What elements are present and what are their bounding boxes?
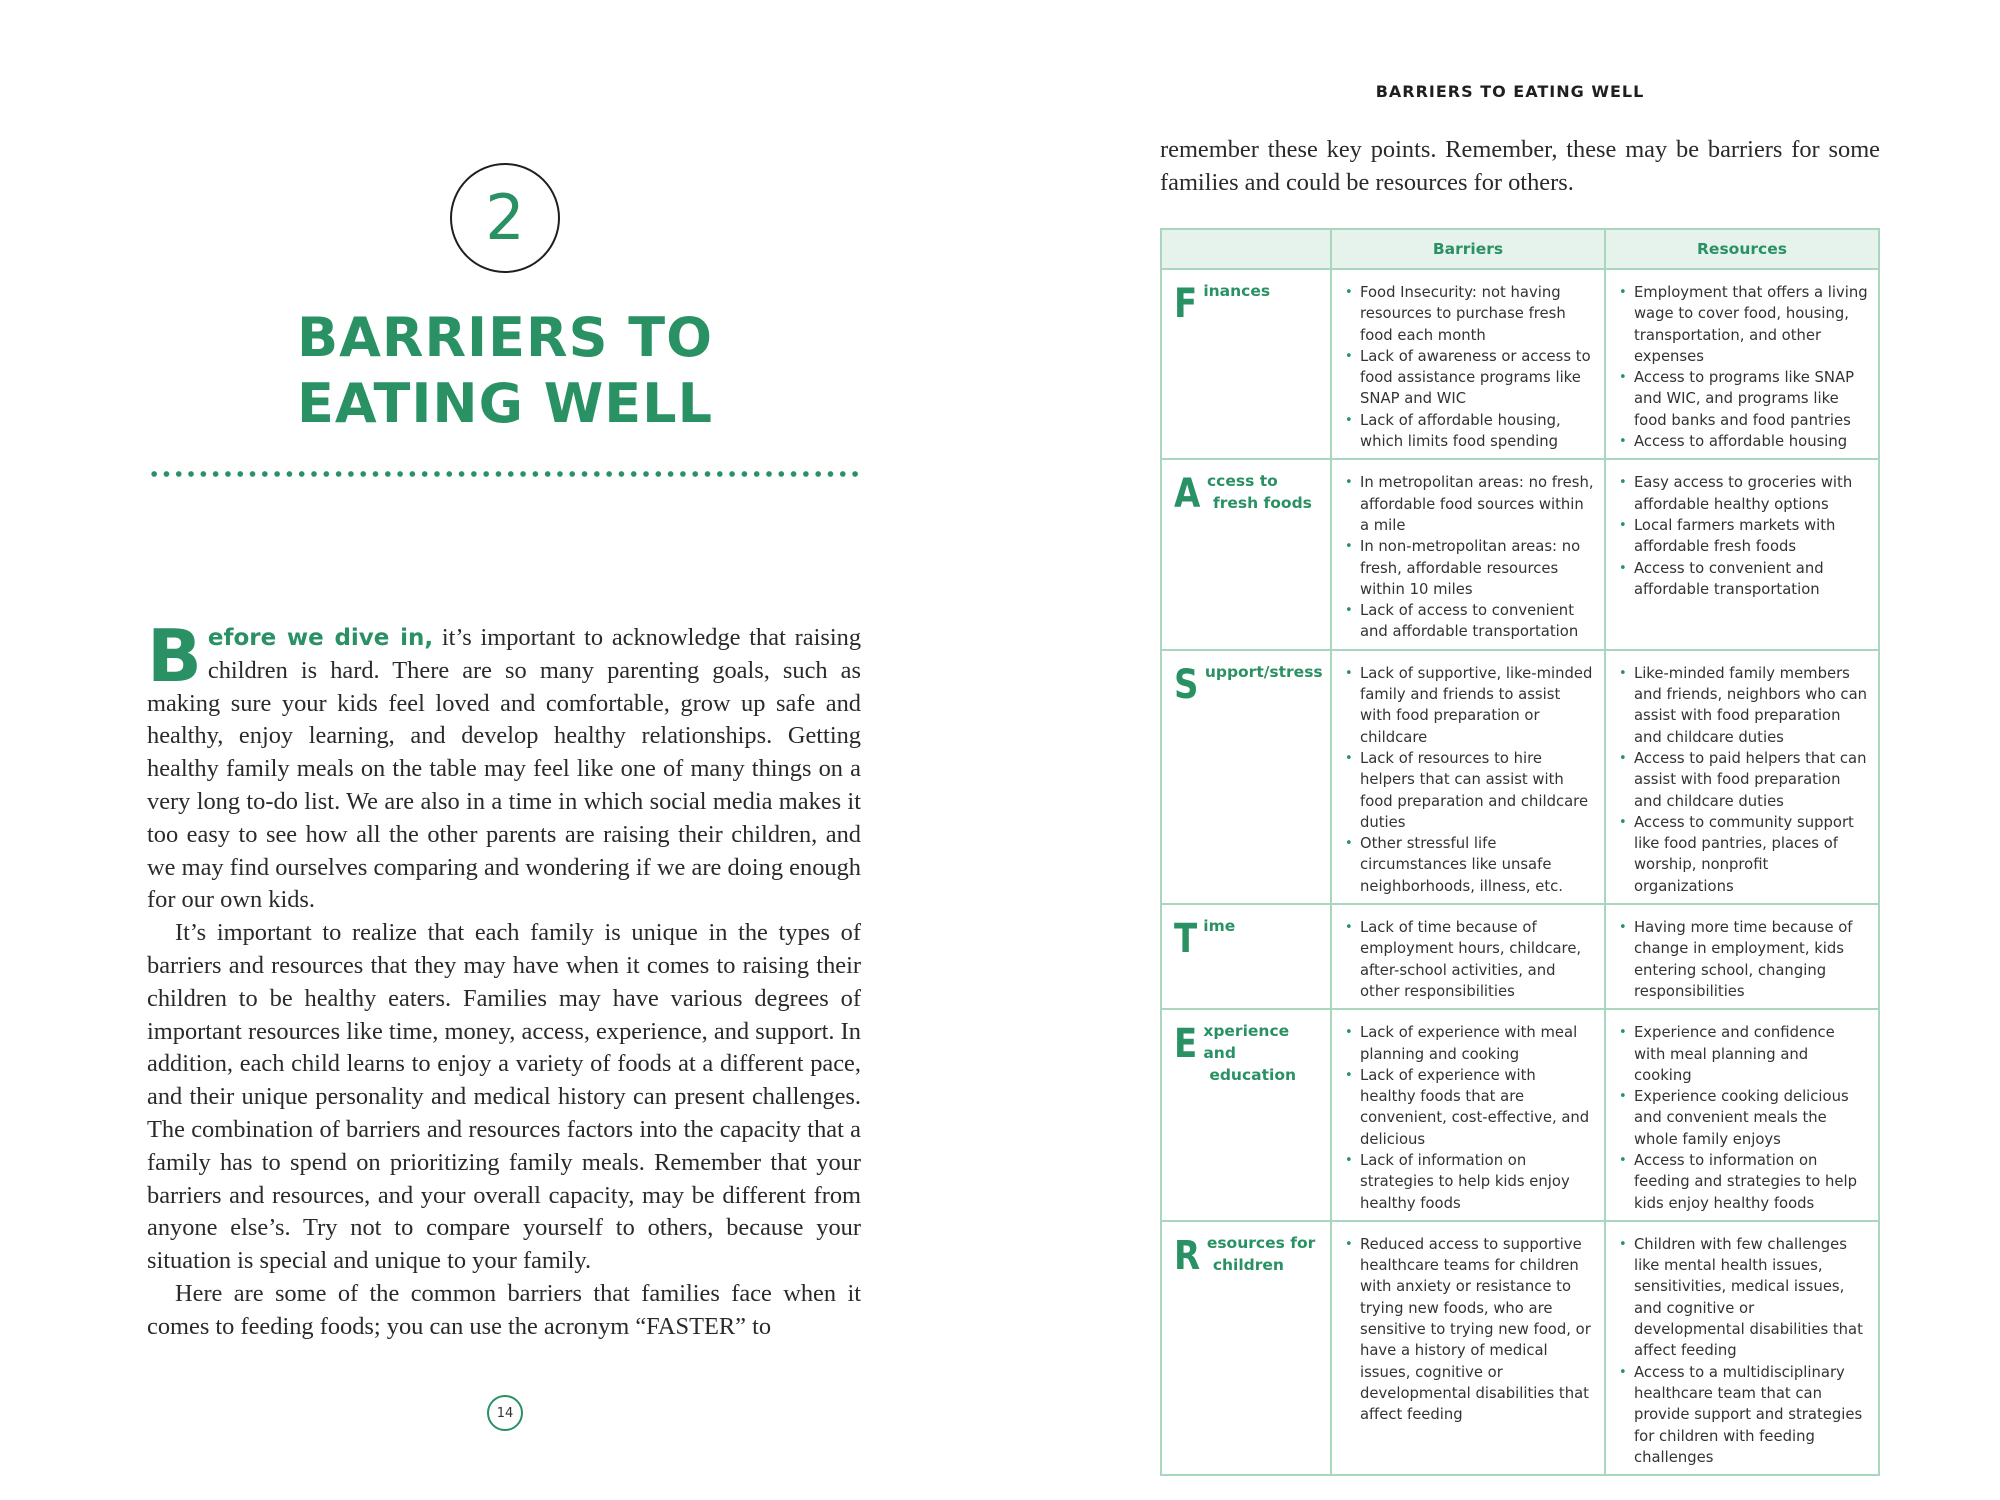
faster-table (1160, 228, 1880, 1476)
table-row (1161, 904, 1879, 1009)
header-factor (1161, 229, 1331, 269)
factor-letter: A (1174, 471, 1201, 518)
barriers-cell (1331, 904, 1605, 1009)
factor-cell (1161, 904, 1331, 1009)
resource-item: • Experience cooking delicious and convenient meals the whole family enjoys (1618, 1086, 1868, 1150)
resource-item: • Access to programs like SNAP and WIC, and programs like food banks and food pantries (1618, 367, 1868, 431)
barrier-item: • Lack of time because of employment hours, childcare, after-school activities, and other responsibilities (1344, 917, 1594, 1002)
resources-list (1618, 472, 1868, 600)
barrier-item: • Reduced access to supportive healthcare teams for children with anxiety or resistance to trying new foods, who are sensitive to trying new food, or have a history of medical issues, cognitive or developmental disabilities that affect feeding (1344, 1234, 1594, 1426)
resources-list (1618, 917, 1868, 1002)
paragraph-2: It’s important to realize that each family is unique in the types of barriers and resources that they may have when it comes to raising their children to be healthy eaters. Families may have various degrees of important resources like time, money, access, experience, and support. In addition, each child learns to enjoy a variety of foods at a different pace, and their unique personality and medical history can present challenges. The combination of barriers and resources factors into the capacity that a family has to spend on prioritizing family meals. Remember that your barriers and resources, and your overall capacity, may be different from anyone else’s. Try not to compare yourself to others, because your situation is special and unique to your family. (147, 919, 861, 1275)
body-text (147, 614, 862, 1344)
chapter-title-line-2: EATING WELL (297, 372, 713, 435)
paragraph-3: Here are some of the common barriers that families face when it comes to feeding foods; you can use the acronym “FASTER” to (147, 1279, 861, 1340)
barriers-cell (1331, 1221, 1605, 1475)
barrier-item: • Lack of awareness or access to food assistance programs like SNAP and WIC (1344, 346, 1594, 410)
table-row (1161, 459, 1879, 649)
barrier-item: • Lack of experience with healthy foods that are convenient, cost-effective, and delicious (1344, 1065, 1594, 1150)
barrier-item: • Lack of supportive, like-minded family and friends to assist with food preparation or childcare (1344, 663, 1594, 748)
resources-cell (1605, 904, 1879, 1009)
factor-label (1174, 470, 1324, 518)
resources-cell (1605, 269, 1879, 459)
factor-word (1203, 280, 1270, 302)
resource-item: • Access to a multidisciplinary healthcare team that can provide support and strategies for children with feeding challenges (1618, 1362, 1868, 1468)
factor-word (1205, 661, 1323, 683)
factor-letter: F (1174, 281, 1198, 327)
resource-item: • Local farmers markets with affordable fresh foods (1618, 515, 1868, 558)
table-row (1161, 1009, 1879, 1221)
chapter-title (200, 305, 810, 437)
barriers-cell (1331, 269, 1605, 459)
factor-word-line: fresh foods (1212, 494, 1312, 513)
barriers-list (1344, 472, 1594, 642)
table-row (1161, 269, 1879, 459)
resource-item: • Like-minded family members and friends, neighbors who can assist with food preparation and childcare duties (1618, 663, 1868, 748)
resources-cell (1605, 1221, 1879, 1475)
barriers-list (1344, 1234, 1594, 1426)
resources-list (1618, 1022, 1868, 1214)
barriers-list (1344, 917, 1594, 1002)
dotted-divider (148, 470, 863, 478)
barrier-item: • Lack of resources to hire helpers that can assist with food preparation and childcare duties (1344, 748, 1594, 833)
resources-list (1618, 1234, 1868, 1468)
factor-word-line: ime (1203, 917, 1236, 936)
barrier-item: • Food Insecurity: not having resources to purchase fresh food each month (1344, 282, 1594, 346)
barrier-item: • Other stressful life circumstances like unsafe neighborhoods, illness, etc. (1344, 833, 1594, 897)
factor-letter: T (1174, 916, 1198, 963)
factor-letter: E (1174, 1021, 1198, 1068)
chapter-title-line-1: BARRIERS TO (296, 306, 714, 369)
factor-label (1174, 661, 1324, 708)
factor-letter: R (1174, 1232, 1201, 1279)
factor-word-line: inances (1203, 282, 1271, 300)
factor-letter: S (1174, 661, 1199, 708)
table-header-row (1161, 229, 1879, 269)
paragraph-1-text: it’s important to acknowledge that raising children is hard. There are so many parenting goals, such as making sure your kids feel loved and comfortable, grow up safe and healthy, enjoy learning, and develop healthy relationships. Getting healthy family meals on the table may feel like one of many things on a very long to-do list. We are also in a time in which social media makes it too easy to see how all the other parents are raising their children, and we may find ourselves comparing and wondering if we are doing enough for our own kids. (147, 624, 862, 914)
header-resources: Resources (1605, 229, 1879, 269)
factor-word-line: children (1212, 1255, 1284, 1274)
resource-item: • Access to community support like food pantries, places of worship, nonprofit organizations (1618, 812, 1868, 897)
factor-word-line: upport/stress (1204, 662, 1323, 681)
resource-item: • Access to information on feeding and strategies to help kids enjoy healthy foods (1618, 1150, 1868, 1214)
factor-word (1207, 470, 1312, 514)
factor-cell (1161, 269, 1331, 459)
factor-word-line: education (1209, 1066, 1297, 1085)
resource-item: • Access to convenient and affordable transportation (1618, 558, 1868, 601)
paragraph-1 (147, 614, 862, 917)
resources-cell (1605, 1009, 1879, 1221)
resource-item: • Access to paid helpers that can assist with food preparation and childcare duties (1618, 748, 1868, 812)
factor-label (1174, 280, 1324, 327)
resource-item: • Having more time because of change in employment, kids entering school, changing responsibilities (1618, 917, 1868, 1002)
barrier-item: • In non-metropolitan areas: no fresh, affordable resources within 10 miles (1344, 536, 1594, 600)
resources-list (1618, 282, 1868, 452)
page-number: 14 (487, 1395, 523, 1431)
factor-cell (1161, 1221, 1331, 1475)
factor-cell (1161, 459, 1331, 649)
header-barriers: Barriers (1331, 229, 1605, 269)
lead-in: efore we dive in, (207, 625, 434, 651)
barriers-list (1344, 1022, 1594, 1214)
continuation-text: remember these key points. Remember, these may be barriers for some families and could be resources for others. (1160, 136, 1880, 196)
barrier-item: • Lack of experience with meal planning and cooking (1344, 1022, 1594, 1065)
resource-item: • Experience and confidence with meal planning and cooking (1618, 1022, 1868, 1086)
barrier-item: • In metropolitan areas: no fresh, affordable food sources within a mile (1344, 472, 1594, 536)
resource-item: • Employment that offers a living wage to cover food, housing, transportation, and other expenses (1618, 282, 1868, 367)
barriers-list (1344, 282, 1594, 452)
factor-cell (1161, 1009, 1331, 1221)
chapter-number: 2 (450, 163, 560, 273)
factor-word-line: ccess to (1206, 472, 1278, 491)
table-row (1161, 650, 1879, 904)
barriers-list (1344, 663, 1594, 897)
drop-cap: B (147, 614, 202, 698)
barrier-item: • Lack of affordable housing, which limits food spending (1344, 410, 1594, 453)
barriers-cell (1331, 459, 1605, 649)
table-row (1161, 1221, 1879, 1475)
resources-cell (1605, 459, 1879, 649)
factor-word (1203, 915, 1235, 937)
factor-word (1207, 1232, 1315, 1276)
factor-word-line: esources for (1206, 1233, 1316, 1252)
factor-cell (1161, 650, 1331, 904)
running-head: BARRIERS TO EATING WELL (1375, 82, 1645, 101)
resource-item: • Easy access to groceries with affordable healthy options (1618, 472, 1868, 515)
factor-label (1174, 1232, 1324, 1279)
resources-cell (1605, 650, 1879, 904)
barriers-cell (1331, 1009, 1605, 1221)
barriers-cell (1331, 650, 1605, 904)
factor-label (1174, 915, 1324, 963)
resource-item: • Children with few challenges like mental health issues, sensitivities, medical issues, and cognitive or developmental disabilities that affect feeding (1618, 1234, 1868, 1362)
factor-word-line: xperience and (1203, 1022, 1290, 1063)
barrier-item: • Lack of access to convenient and affordable transportation (1344, 600, 1594, 643)
resource-item: • Access to affordable housing (1618, 431, 1868, 452)
barrier-item: • Lack of information on strategies to help kids enjoy healthy foods (1344, 1150, 1594, 1214)
resources-list (1618, 663, 1868, 897)
factor-word (1203, 1020, 1324, 1086)
factor-label (1174, 1020, 1324, 1086)
